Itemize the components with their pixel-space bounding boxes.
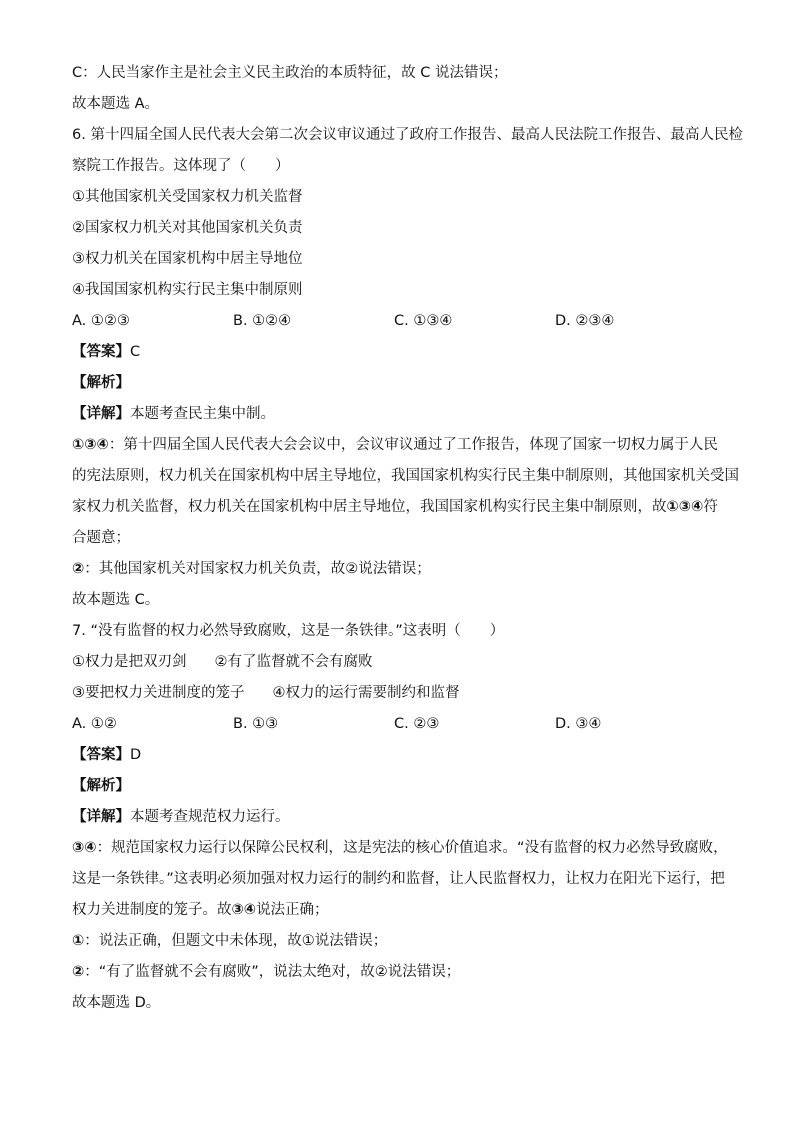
- q6-option-a: A. ①②③: [72, 313, 130, 329]
- text-line: 故本题选 A。: [72, 96, 160, 112]
- q6-option-d: D. ②③④: [555, 313, 615, 329]
- answer-value: C: [130, 344, 141, 360]
- q6-item-3: ③权力机关在国家机构中居主导地位: [72, 251, 303, 267]
- q7-conclusion: 故本题选 D。: [72, 995, 161, 1011]
- q6-option-c: C. ①③④: [394, 313, 453, 329]
- q7-option-b: B. ①③: [233, 716, 279, 732]
- detail-text: 本题考查规范权力运行。: [130, 809, 290, 825]
- q6-explanation-line: [72, 492, 732, 523]
- q7-explanation-line: [72, 895, 732, 926]
- q6-stem-line-2: 察院工作报告。这体现了（ ）: [72, 158, 290, 174]
- explanation-key: ①③④: [666, 499, 704, 515]
- explanation-key: ③④: [231, 902, 257, 918]
- explanation-text: ：其他国家机关对国家权力机关负责，故②说法错误；: [84, 561, 431, 577]
- q7-analysis: [72, 771, 732, 802]
- q6-answer: [72, 337, 732, 368]
- q7-item-4: ④权力的运行需要制约和监督: [272, 685, 460, 701]
- q6-explanation-line: [72, 554, 732, 585]
- q6-explanation-line: [72, 430, 732, 461]
- q6-options: [72, 306, 732, 337]
- detail-tag: 【详解】: [72, 406, 130, 422]
- q7-items-row-2: [72, 678, 732, 709]
- q7-item-2: ②有了监督就不会有腐败: [214, 654, 373, 670]
- text-line: C：人民当家作主是社会主义民主政治的本质特征，故 C 说法错误；: [72, 65, 508, 81]
- q7-options: [72, 709, 732, 740]
- answer-tag: 【答案】: [72, 344, 130, 360]
- q7-stem: 7. “没有监督的权力必然导致腐败，这是一条铁律。”这表明（ ）: [72, 623, 505, 639]
- q6-analysis: [72, 368, 732, 399]
- explanation-text: ：“有了监督就不会有腐败”，说法太绝对，故②说法错误；: [84, 964, 461, 980]
- explanation-text: 家权力机关监督，权力机关在国家机构中居主导地位，我国国家机构实行民主集中制原则，故: [72, 499, 667, 515]
- q7-option-a: A. ①②: [72, 716, 117, 732]
- analysis-tag: 【解析】: [72, 375, 130, 391]
- explanation-key: ②: [72, 561, 85, 577]
- q7-answer: [72, 740, 732, 771]
- explanation-text: ：第十四届全国人民代表大会会议中，会议审议通过了工作报告，体现了国家一切权力属于人民: [108, 437, 718, 453]
- q7-explanation-line: [72, 833, 732, 864]
- q6-item-1: ①其他国家机关受国家权力机关监督: [72, 189, 303, 205]
- q7-option-c: C. ②③: [394, 716, 440, 732]
- q7-explanation-line: [72, 957, 732, 988]
- explanation-text: ：说法正确，但题文中未体现，故①说法错误；: [84, 933, 388, 949]
- document-page: [72, 58, 743, 1019]
- q7-item-3: ③要把权力关进制度的笼子: [72, 685, 245, 701]
- explanation-text: ：规范国家权力运行以保障公民权利，这是宪法的核心价值追求。“没有监督的权力必然导致腐败，: [96, 840, 728, 856]
- q6-explanation-line: 合题意；: [72, 530, 130, 546]
- explanation-key: ①: [72, 933, 85, 949]
- explanation-key: ③④: [72, 840, 97, 856]
- explanation-text: 说法正确；: [256, 902, 329, 918]
- q6-option-b: B. ①②④: [233, 313, 292, 329]
- q7-explanation-line: 这是一条铁律。”这表明必须加强对权力运行的制约和监督，让人民监督权力，让权力在阳光下运行，把: [72, 871, 725, 887]
- q6-conclusion: 故本题选 C。: [72, 592, 160, 608]
- explanation-text: 符: [703, 499, 718, 515]
- answer-value: D: [130, 747, 142, 763]
- q7-items-row-1: [72, 647, 732, 678]
- q6-item-2: ②国家权力机关对其他国家机关负责: [72, 220, 303, 236]
- q6-stem-line-1: 6. 第十四届全国人民代表大会第二次会议审议通过了政府工作报告、最高人民法院工作报告、最高人民检: [72, 127, 743, 143]
- detail-text: 本题考查民主集中制。: [130, 406, 275, 422]
- q6-explanation-line: 的宪法原则，权力机关在国家机构中居主导地位，我国国家机构实行民主集中制原则，其他国家机关受国: [72, 468, 739, 484]
- q6-detail: [72, 399, 732, 430]
- explanation-key: ①③④: [72, 437, 109, 453]
- explanation-key: ②: [72, 964, 85, 980]
- q6-item-4: ④我国国家机构实行民主集中制原则: [72, 282, 303, 298]
- explanation-text: 权力关进制度的笼子。故: [72, 902, 232, 918]
- q7-option-d: D. ③④: [555, 716, 602, 732]
- answer-tag: 【答案】: [72, 747, 130, 763]
- q7-item-1: ①权力是把双刃剑: [72, 654, 187, 670]
- q7-detail: [72, 802, 732, 833]
- q7-explanation-line: [72, 926, 732, 957]
- analysis-tag: 【解析】: [72, 778, 130, 794]
- detail-tag: 【详解】: [72, 809, 130, 825]
